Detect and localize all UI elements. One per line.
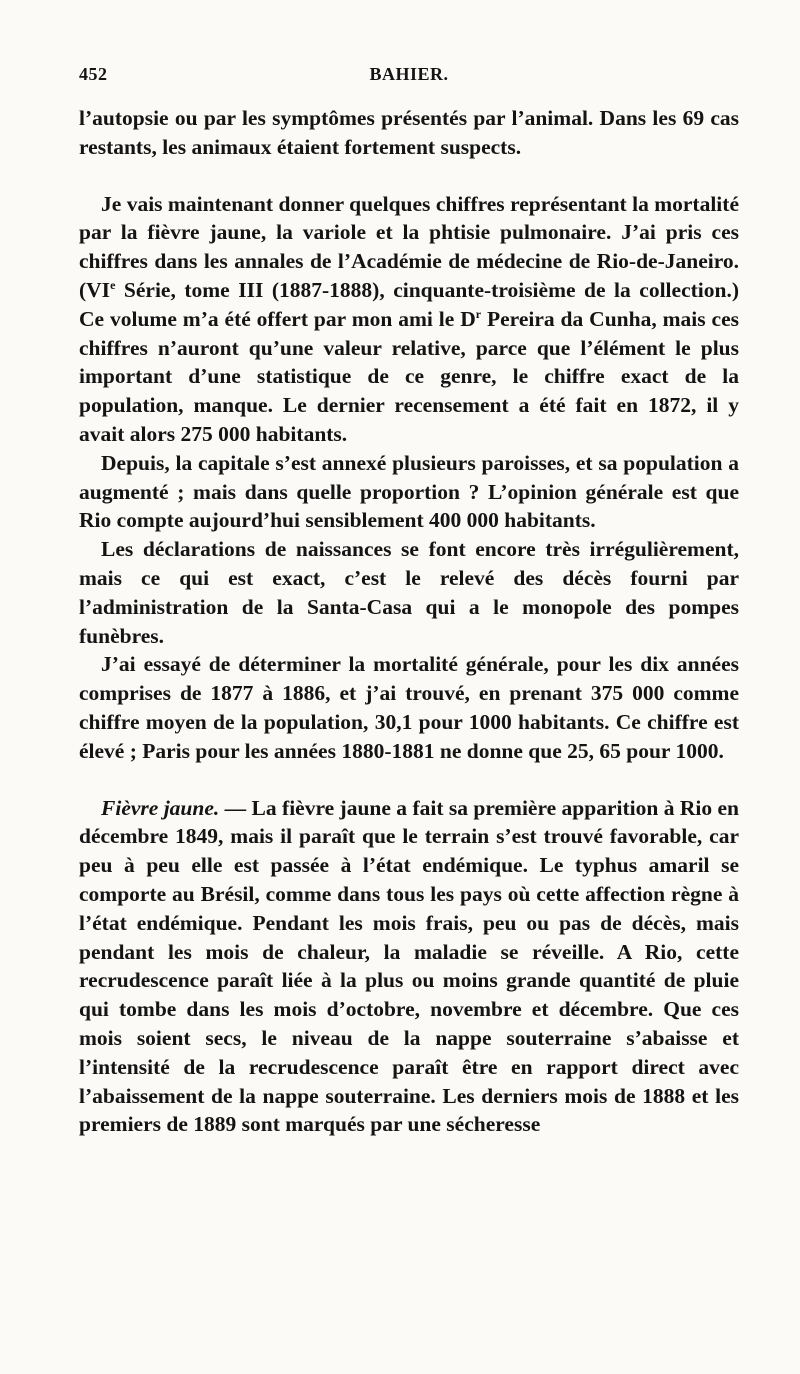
section-heading-yellow-fever: Fièvre jaune. — [101, 795, 220, 820]
paragraph-statistics-intro — [79, 190, 739, 449]
running-title: BAHIER. — [369, 64, 449, 84]
paragraph-births-deaths — [79, 535, 739, 650]
paragraph-text: Les déclarations de naissances se font encore très irrégulièrement, mais ce qui est exact, c’est le relevé des décès fourni par l’administration de la Santa-Casa qui a le monopole des pompes funèbres. — [79, 537, 739, 648]
paragraph-text-part: Je vais maintenant donner quelques chiffres représentant la mortalité par la fièvre jaune, la variole et la phtisie pulmonaire. J’ai pris ces chiffres dans les annales de l’Académie de médecine de Rio-de-Janeiro. (VI — [79, 191, 739, 302]
paragraph-population — [79, 449, 739, 535]
paragraph-text: l’autopsie ou par les symptômes présentés par l’animal. Dans les 69 cas restants, les animaux étaient fortement suspects. — [79, 106, 739, 159]
page-header — [79, 64, 739, 88]
body-text — [79, 104, 739, 1139]
paragraph-autopsy — [79, 104, 739, 162]
paragraph-yellow-fever — [79, 794, 739, 1140]
paragraph-text: — La fièvre jaune a fait sa première apparition à Rio en décembre 1849, mais il paraît que le terrain s’est trouvé favorable, car peu à peu elle est passée à l’état endémique. Le typhus amaril se comporte au Brésil, comme dans tous les pays où cette affection règne à l’état endémique. Pendant les mois frais, peu ou pas de décès, mais pendant les mois de chaleur, la maladie se réveille. A Rio, cette recrudescence paraît liée à la plus ou moins grande quantité de pluie qui tombe dans les mois d’octobre, novembre et décembre. Que ces mois soient secs, le niveau de la nappe souterraine s’abaisse et l’intensité de la recrudescence paraît être en rapport direct avec l’abaissement de la nappe souterraine. Les derniers mois de 1888 et les premiers de 1889 sont marqués par une sécheresse — [79, 795, 739, 1137]
page-number: 452 — [79, 64, 108, 84]
paragraph-text-part: Pereira da Cunha, mais ces chiffres n’auront qu’une valeur relative, parce que l’élément le plus important d’une statistique de ce genre, le chiffre exact de la population, manque. Le dernier recensement a été fait en 1872, il y avait alors 275 000 habitants. — [79, 306, 739, 446]
superscript-r: r — [475, 306, 482, 321]
paragraph-text: Depuis, la capitale s’est annexé plusieurs paroisses, et sa population a augmenté ; mais dans quelle proportion ? L’opinion générale est que Rio compte aujourd’hui sensiblement 400 000 habitants. — [79, 450, 739, 533]
paragraph-text: J’ai essayé de déterminer la mortalité générale, pour les dix années comprises de 1877 à 1886, et j’ai trouvé, en prenant 375 000 comme chiffre moyen de la population, 30,1 pour 1000 habitants. Ce chiffre est élevé ; Paris pour les années 1880-1881 ne donne que 25, 65 pour 1000. — [79, 652, 739, 763]
paragraph-text-part: Série, tome III (1887-1888), cinquante-troisième de la collection.) Ce volume m’a été offert par mon ami le D — [79, 277, 739, 331]
superscript-e: e — [110, 277, 116, 292]
paragraph-general-mortality — [79, 650, 739, 765]
